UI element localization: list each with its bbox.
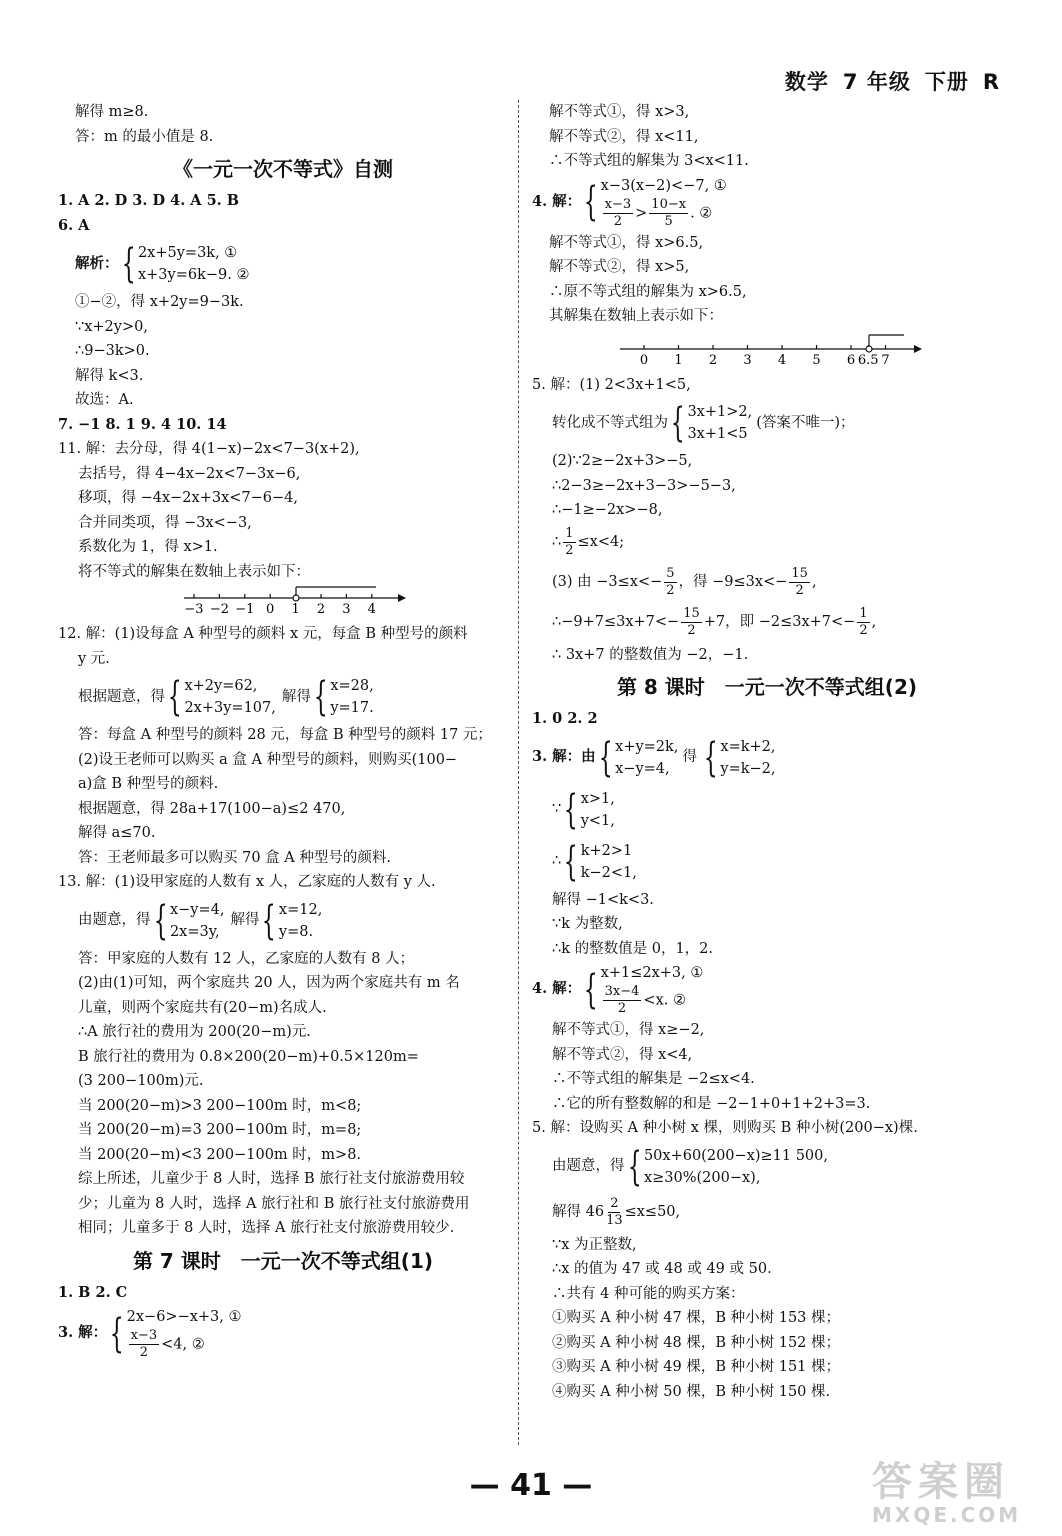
section-title: 《一元一次不等式》自测: [173, 157, 393, 181]
number-line-label: 2: [708, 352, 718, 368]
answer-line: 解得 k<3.: [75, 367, 144, 384]
answer-line: ①购买 A 种小树 47 棵，B 种小树 153 棵；: [552, 1310, 841, 1326]
answer-line: 解不等式①，得 x≥−2,: [552, 1022, 705, 1038]
answer-line: 解不等式②，得 x>5,: [549, 259, 690, 275]
answer-line: 13. 解：(1)设甲家庭的人数有 x 人，乙家庭的人数有 y 人.: [58, 874, 436, 890]
answer-line: ∴9−3k>0.: [75, 343, 150, 359]
equation-system: 由题意，得 { 50x+60(200−x)≥11 500, x≥30%(200−x),: [552, 1143, 828, 1190]
number-line-label: −3: [184, 602, 204, 617]
answer-line: ∴2−3≥−2x+3−3>−5−3,: [552, 477, 736, 494]
number-line-label: 2: [316, 602, 326, 617]
section-title: 第 7 课时 一元一次不等式组(1): [132, 1248, 434, 1273]
number-line-label: −1: [235, 602, 255, 617]
answer-line: 5. 解：设购买 A 种小树 x 棵，则购买 B 种小树(200−x)棵.: [532, 1120, 918, 1136]
number-line-label: 7: [881, 352, 890, 368]
number-line-label: 0: [266, 602, 275, 617]
number-line-label: 1: [674, 352, 683, 368]
equation-system: 转化成不等式组为 { 3x+1>2, 3x+1<5 (答案不唯一)；: [552, 400, 855, 446]
answer-line: 解得 −1<k<3.: [552, 891, 654, 908]
answer-line: 答：m 的最小值是 8.: [75, 128, 214, 145]
answer-line: ∵x 为正整数,: [552, 1236, 637, 1253]
answer-line: a)盒 B 种型号的颜料.: [78, 776, 219, 792]
answer-line: 答：每盒 A 种型号的颜料 28 元，每盒 B 种型号的颜料 17 元；: [78, 727, 492, 743]
answer-line: 当 200(20−m)<3 200−100m 时，m>8.: [78, 1146, 362, 1163]
answer-line: 解不等式②，得 x<4,: [552, 1046, 693, 1063]
equation-system: 3. 解： { 2x−6>−x+3, ① $\frac{x-3}{2}$ <4, ②: [58, 1309, 242, 1360]
number-line-label: 6.5: [857, 352, 879, 368]
answer-line: 故选：A.: [75, 392, 134, 408]
answer-line: 系数化为 1，得 x>1.: [78, 539, 218, 555]
answer-line: ②购买 A 种小树 48 棵，B 种小树 152 棵；: [552, 1334, 841, 1351]
answer-line: ∴−1≥−2x>−8,: [552, 502, 663, 518]
watermark-text: 答案圈: [872, 1459, 1010, 1505]
number-line-label: 0: [639, 352, 649, 368]
number-line-label: 6: [846, 352, 856, 368]
answer-line: 1. 0 2. 2: [532, 710, 598, 727]
equation-system: ∵ { x>1, y<1,: [552, 786, 615, 833]
answer-line: 7. −1 8. 1 9. 4 10. 14: [58, 415, 227, 433]
left-column: [58, 100, 508, 1362]
answer-line: ∴不等式组的解集是 −2≤x<4.: [552, 1071, 755, 1087]
answer-line: 根据题意，得 28a+17(100−a)≤2 470,: [78, 800, 346, 817]
number-line-label: 3: [743, 352, 752, 368]
header-volume: 下册: [924, 70, 969, 94]
answer-line: 去括号，得 4−4x−2x<7−3x−6,: [78, 465, 301, 482]
answer-line: 其解集在数轴上表示如下：: [549, 308, 723, 324]
right-column: [532, 100, 1002, 1404]
answer-line: 相同；儿童多于 8 人时，选择 A 旅行社支付旅游费用较少.: [78, 1220, 455, 1236]
answer-line: 综上所述，儿童少于 8 人时，选择 B 旅行社支付旅游费用较: [78, 1171, 465, 1187]
answer-line: 1. B 2. C: [58, 1283, 128, 1301]
answer-line: ∴A 旅行社的费用为 200(20−m)元.: [78, 1024, 311, 1040]
answer-line: 1. A 2. D 3. D 4. A 5. B: [58, 192, 240, 209]
answer-line: 解得 a≤70.: [78, 825, 156, 841]
equation-system: 4. 解： { x+1≤2x+3, ① $\frac{3x-4}{2}$ <x. ②: [532, 965, 704, 1016]
answer-line: ∴x 的值为 47 或 48 或 49 或 50.: [552, 1261, 772, 1277]
number-line-label: 4: [777, 352, 787, 368]
equation-system: 由题意，得 { x−y=4, 2x=3y, 解得 { x=12, y=8.: [78, 897, 323, 944]
answer-line: 将不等式的解集在数轴上表示如下：: [78, 563, 310, 580]
answer-line: ∴不等式组的解集为 3<x<11.: [549, 153, 749, 169]
page-header: [771, 66, 1000, 96]
answer-line: (3) 由 −3≤x<− $\frac{5}{2}$ ，得 −9≤3x<− $\frac{15}{2}$ ,: [552, 566, 817, 598]
answer-line: 5. 解：(1) 2<3x+1<5,: [532, 376, 691, 393]
answer-line: 解不等式②，得 x<11,: [549, 128, 699, 145]
answer-line: ∵x+2y>0,: [75, 318, 148, 335]
answer-line: ∴ $\frac{1}{2}$ ≤x<4;: [552, 526, 625, 558]
answer-line: (2)由(1)可知，两个家庭共 20 人，因为两个家庭共有 m 名: [78, 975, 460, 991]
answer-line: 答：王老师最多可以购买 70 盒 A 种型号的颜料.: [78, 849, 391, 866]
answer-line: y 元.: [78, 650, 110, 667]
header-grade: 7 年级: [842, 70, 911, 94]
answer-line: 儿童，则两个家庭共有(20−m)名成人.: [78, 999, 327, 1016]
number-line-label: 4: [367, 602, 376, 617]
answer-line: (2)设王老师可以购买 a 盒 A 种型号的颜料，则购买(100−: [78, 751, 458, 768]
answer-line: 解不等式①，得 x>3,: [549, 104, 690, 120]
answer-line: (3 200−100m)元.: [78, 1073, 204, 1089]
answer-line: 11. 解：去分母，得 4(1−x)−2x<7−3(x+2),: [58, 441, 360, 457]
answer-line: 解不等式①，得 x>6.5,: [549, 234, 704, 251]
answer-line: ∴−9+7≤3x+7<− $\frac{15}{2}$ +7，即 −2≤3x+7<− $\frac{1}{2}$ ,: [552, 606, 877, 638]
answer-line: ∴k 的整数值是 0，1，2.: [552, 940, 714, 957]
number-line-q4: [532, 329, 1002, 373]
watermark-logo: [872, 1450, 1042, 1530]
answer-line: ∴它的所有整数解的和是 −2−1+0+1+2+3=3.: [552, 1095, 871, 1112]
equation-system: 根据题意，得 { x+2y=62, 2x+3y=107, 解得 { x=28, y=17.: [78, 674, 374, 720]
column-divider: [518, 100, 519, 1445]
page-number: — 41 —: [469, 1468, 593, 1503]
answer-line: ④购买 A 种小树 50 棵，B 种小树 150 棵.: [552, 1383, 831, 1400]
answer-line: 当 200(20−m)=3 200−100m 时，m=8;: [78, 1122, 362, 1138]
answer-line: 移项，得 −4x−2x+3x<7−6−4,: [78, 490, 298, 506]
answer-line: 12. 解：(1)设每盒 A 种型号的颜料 x 元，每盒 B 种型号的颜料: [58, 626, 468, 642]
equation-system: 3. 解：由 { x+y=2k, x−y=4, 得 { x=k+2, y=k−2,: [532, 734, 776, 781]
watermark-url: MXQE.COM: [872, 1503, 1022, 1527]
answer-line: 答：甲家庭的人数有 12 人，乙家庭的人数有 8 人；: [78, 950, 415, 967]
answer-line: 解得 m≥8.: [75, 104, 149, 120]
answer-line: ∴共有 4 种可能的购买方案：: [552, 1285, 745, 1302]
answer-line: ③购买 A 种小树 49 棵，B 种小树 151 棵；: [552, 1359, 841, 1375]
answer-line: ∴ 3x+7 的整数值为 −2，−1.: [552, 646, 749, 663]
number-line-label: 3: [342, 602, 351, 617]
answer-line: 合并同类项，得 −3x<−3,: [78, 514, 252, 531]
header-subject: 数学: [784, 70, 829, 94]
number-line-label: 5: [812, 352, 821, 368]
equation-system: ∴ { k+2>1 k−2<1,: [552, 838, 637, 885]
answer-line: 6. A: [58, 216, 90, 234]
equation-system: 4. 解： { x−3(x−2)<−7, ① $\frac{x-3}{2}$ > $\frac{10-x}{5}$ . ②: [532, 177, 727, 229]
number-line-label: 1: [291, 602, 300, 617]
header-edition: R: [982, 70, 1000, 94]
section-title: 第 8 课时 一元一次不等式组(2): [616, 675, 918, 699]
answer-line: ①−②，得 x+2y=9−3k.: [75, 294, 244, 310]
answer-line: ∴原不等式组的解集为 x>6.5,: [549, 283, 747, 300]
answer-line: (2)∵2≥−2x+3>−5,: [552, 453, 693, 469]
answer-line: 少；儿童为 8 人时，选择 A 旅行社和 B 旅行社支付旅游费用: [78, 1195, 470, 1212]
equation-system: 解析： { 2x+5y=3k, ① x+3y=6k−9. ②: [75, 241, 250, 287]
answer-line: 解得 46 $\frac{2}{13}$ ≤x≤50,: [552, 1196, 681, 1228]
number-line-label: −2: [209, 602, 229, 617]
number-line-q11: [58, 584, 508, 622]
answer-line: 当 200(20−m)>3 200−100m 时，m<8;: [78, 1097, 362, 1114]
answer-line: ∵k 为整数,: [552, 916, 623, 932]
answer-line: B 旅行社的费用为 0.8×200(20−m)+0.5×120m=: [78, 1048, 419, 1065]
